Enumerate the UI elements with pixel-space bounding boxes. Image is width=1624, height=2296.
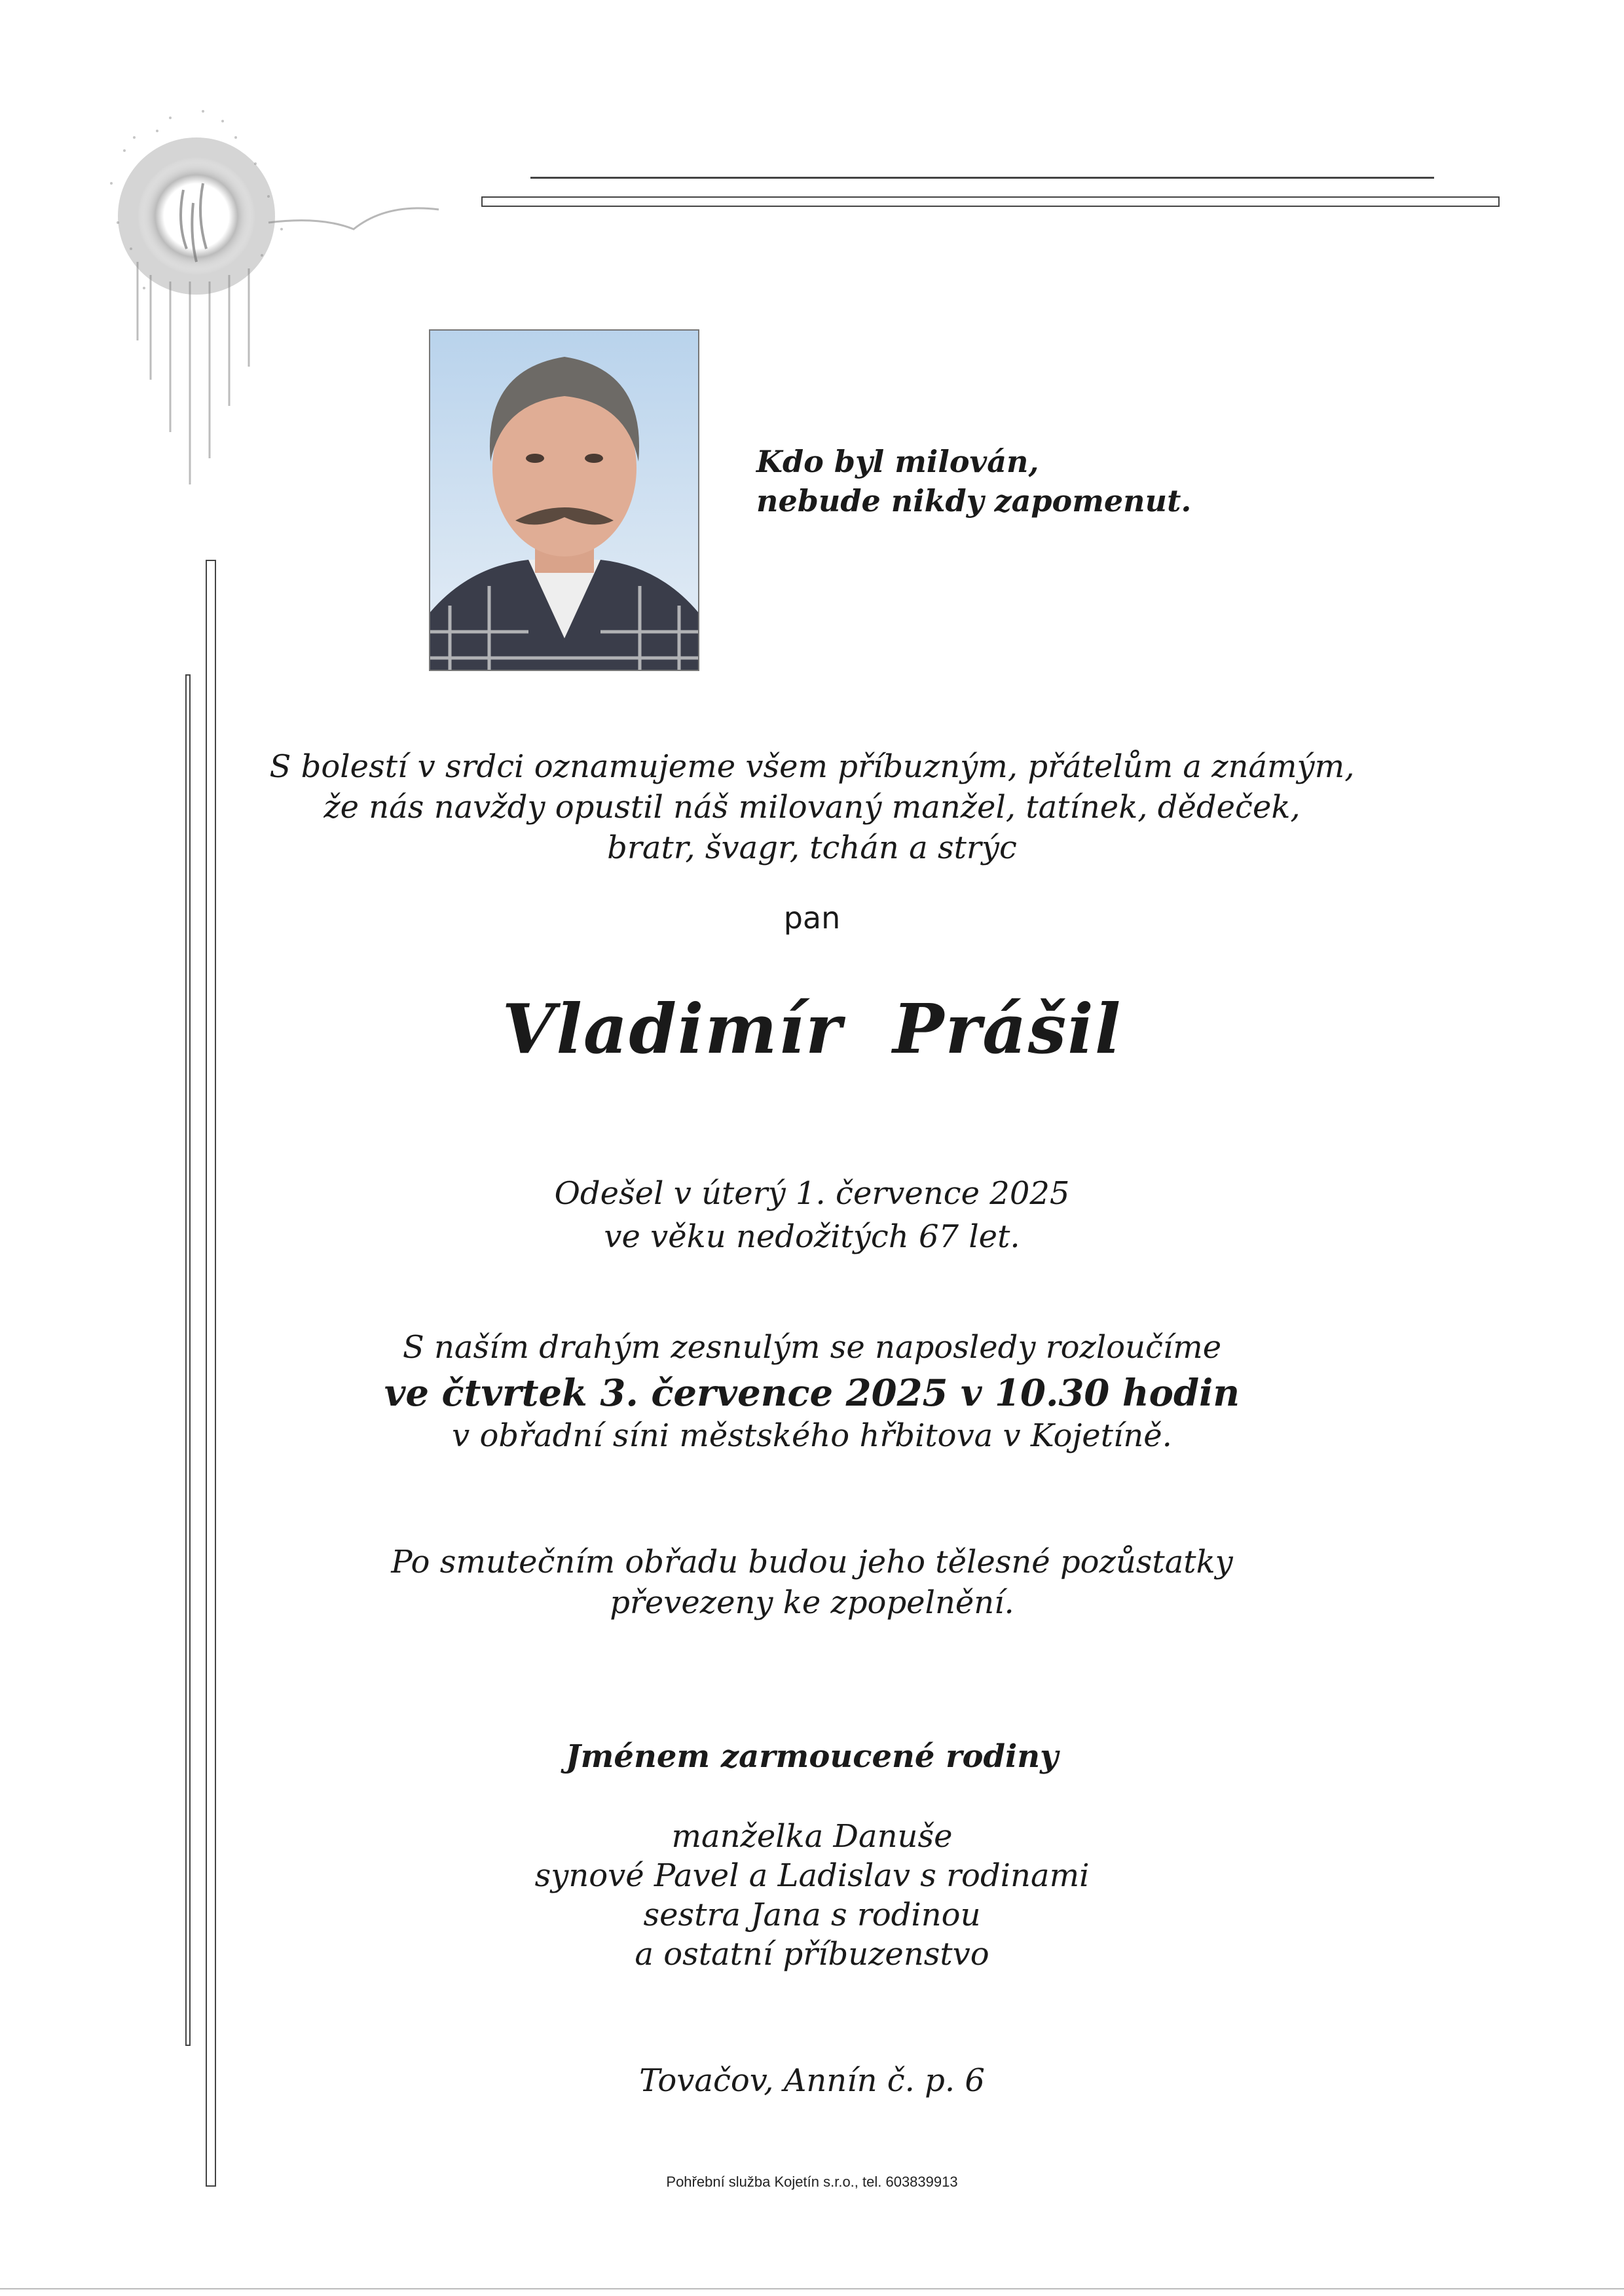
cremation-line-2: převezeny ke zpopelnění. <box>610 1584 1014 1621</box>
top-rule-thin <box>530 177 1434 179</box>
funeral-intro: S naším drahým zesnulým se naposledy rozloučíme <box>402 1329 1222 1366</box>
motto-line-2: nebude nikdy zapomenut. <box>756 483 1192 519</box>
death-age: ve věku nedožitých 67 let. <box>604 1218 1020 1255</box>
family-list <box>0 1817 1624 1974</box>
death-info <box>0 1172 1624 1258</box>
family-heading: Jménem zarmoucené rodiny <box>565 1738 1059 1775</box>
funeral-date-time: ve čtvrtek 3. července 2025 v 10.30 hodin <box>384 1372 1240 1415</box>
intro-line-2: že nás navždy opustil náš milovaný manžel, tatínek, dědeček, <box>323 789 1301 826</box>
cremation-line-1: Po smutečním obřadu budou jeho tělesné pozůstatky <box>391 1544 1233 1580</box>
portrait-photo <box>429 329 699 671</box>
family-address: Tovačov, Annín č. p. 6 <box>639 2062 985 2099</box>
candle-ornament-icon <box>72 92 458 563</box>
family-member: sestra Jana s rodinou <box>643 1897 981 1933</box>
intro-line-1: S bolestí v srdci oznamujeme všem příbuzným, přátelům a známým, <box>269 748 1355 785</box>
family-member: manželka Danuše <box>671 1818 953 1855</box>
memorial-motto <box>756 442 1215 520</box>
family-member: synové Pavel a Ladislav s rodinami <box>534 1857 1090 1894</box>
intro-line-3: bratr, švagr, tchán a strýc <box>607 829 1017 866</box>
deceased-name: Vladimír Prášil <box>502 989 1122 1069</box>
death-date: Odešel v úterý 1. července 2025 <box>554 1175 1070 1212</box>
top-rule-frame <box>481 196 1500 207</box>
funeral-location: v obřadní síni městského hřbitova v Kojetíně. <box>452 1417 1172 1454</box>
bottom-edge-rule <box>0 2288 1624 2289</box>
honorific: pan <box>783 900 841 936</box>
family-member: a ostatní příbuzenstvo <box>635 1936 989 1973</box>
portrait-image <box>430 331 698 670</box>
announcement-text <box>0 746 1624 868</box>
cremation-note <box>0 1542 1624 1623</box>
funeral-service-footer: Pohřební služba Kojetín s.r.o., tel. 603839913 <box>666 2174 958 2190</box>
motto-line-1: Kdo byl milován, <box>756 444 1039 479</box>
